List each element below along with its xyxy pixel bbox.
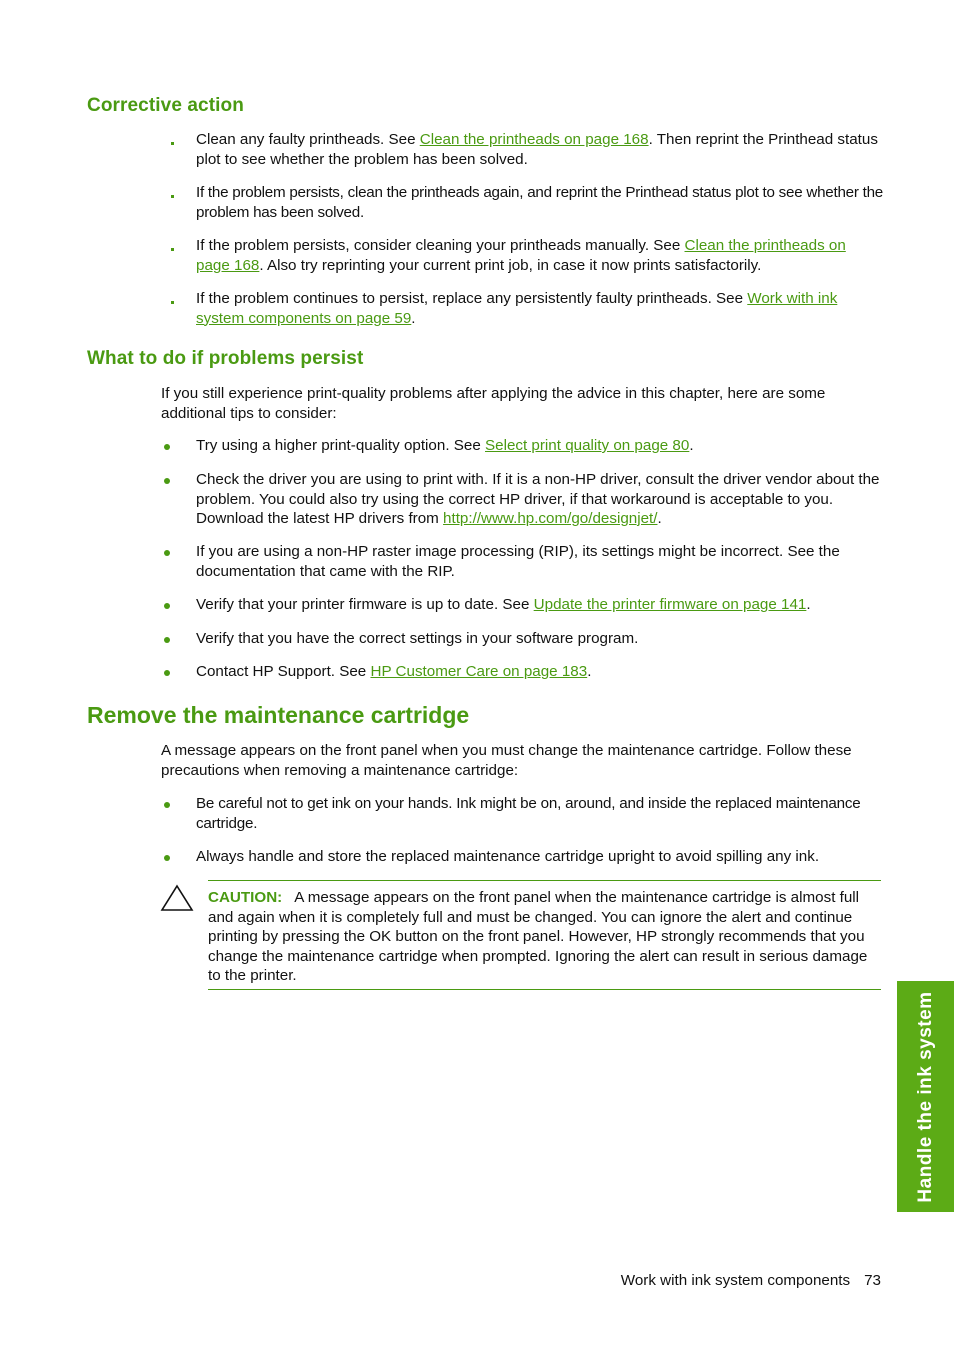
heading-remove-maintenance-cartridge: Remove the maintenance cartridge [87, 702, 470, 728]
caution-top-rule [208, 880, 881, 881]
heading-problems-persist: What to do if problems persist [87, 348, 364, 369]
caution-label: CAUTION: [208, 889, 283, 906]
list-item: If the problem persists, consider cleaning your printheads manually. See Clean the printheads on page 168. Also try reprinting your current print job, in case it now prints satisfactorily. [196, 237, 846, 274]
link-hp-designjet-drivers[interactable]: http://www.hp.com/go/designjet/ [443, 510, 658, 527]
list-item: Contact HP Support. See HP Customer Care on page 183. [196, 663, 592, 680]
list-item: Verify that your printer firmware is up to date. See Update the printer firmware on page 141. [196, 596, 811, 613]
caution-bottom-rule [208, 989, 881, 990]
list-item: Clean any faulty printheads. See Clean the printheads on page 168. Then reprint the Printhead status plot to see whether the problem has been solved. [196, 131, 878, 168]
list-item: Try using a higher print-quality option. See Select print quality on page 80. [196, 437, 694, 454]
list-item: Be careful not to get ink on your hands. Ink might be on, around, and inside the replaced maintenance cartridge. [196, 795, 861, 832]
page-number: 73 [864, 1272, 881, 1289]
chapter-side-tab-label: Handle the ink system [914, 990, 936, 1203]
list-item: If the problem persists, clean the printheads again, and reprint the Printhead status plot to see whether the problem has been solved. [196, 184, 883, 221]
heading-corrective-action: Corrective action [87, 95, 244, 116]
chapter-side-tab [897, 981, 954, 1212]
list-item: Always handle and store the replaced maintenance cartridge upright to avoid spilling any ink. [196, 848, 820, 865]
list-item: If the problem continues to persist, replace any persistently faulty printheads. See Work with ink system components on page 59. [196, 290, 838, 327]
link-select-print-quality[interactable]: Select print quality on page 80 [485, 437, 690, 454]
list-item: Verify that you have the correct settings in your software program. [196, 630, 639, 647]
link-work-with-ink-system[interactable]: Work with ink system components on page 59 [196, 290, 838, 327]
persist-intro: If you still experience print-quality problems after applying the advice in this chapter, here are some additional tips to consider: [161, 385, 826, 422]
link-hp-customer-care[interactable]: HP Customer Care on page 183 [370, 663, 588, 680]
link-clean-printheads[interactable]: Clean the printheads on page 168 [419, 131, 649, 148]
remove-intro: A message appears on the front panel when you must change the maintenance cartridge. Follow these precautions when removing a maintenance cartridge: [161, 742, 852, 779]
list-item: If you are using a non-HP raster image processing (RIP), its settings might be incorrect. See the documentation that came with the RIP. [196, 543, 840, 580]
link-clean-printheads[interactable]: Clean the printheads on page 168 [196, 237, 846, 274]
caution-note [160, 880, 882, 990]
footer-section-title: Work with ink system components [620, 1272, 851, 1289]
caution-triangle-icon [160, 884, 194, 912]
caution-text: CAUTION: A message appears on the front panel when the maintenance cartridge is almost full and again when it is completely full and must be changed. You can ignore the alert and continue printing by pressing the OK button on the front panel. However, HP strongly recommends that you change the maintenance cartridge when prompted. Ignoring the alert can result in serious damage to the printer. [208, 889, 868, 984]
link-update-firmware[interactable]: Update the printer firmware on page 141 [533, 596, 807, 613]
page-footer [560, 1272, 881, 1289]
list-item: Check the driver you are using to print with. If it is a non-HP driver, consult the driver vendor about the problem. You could also try using the correct HP driver, if that workaround is acceptable to you. Download the latest HP drivers from http://www.hp.com/go/designjet/. [196, 471, 880, 527]
